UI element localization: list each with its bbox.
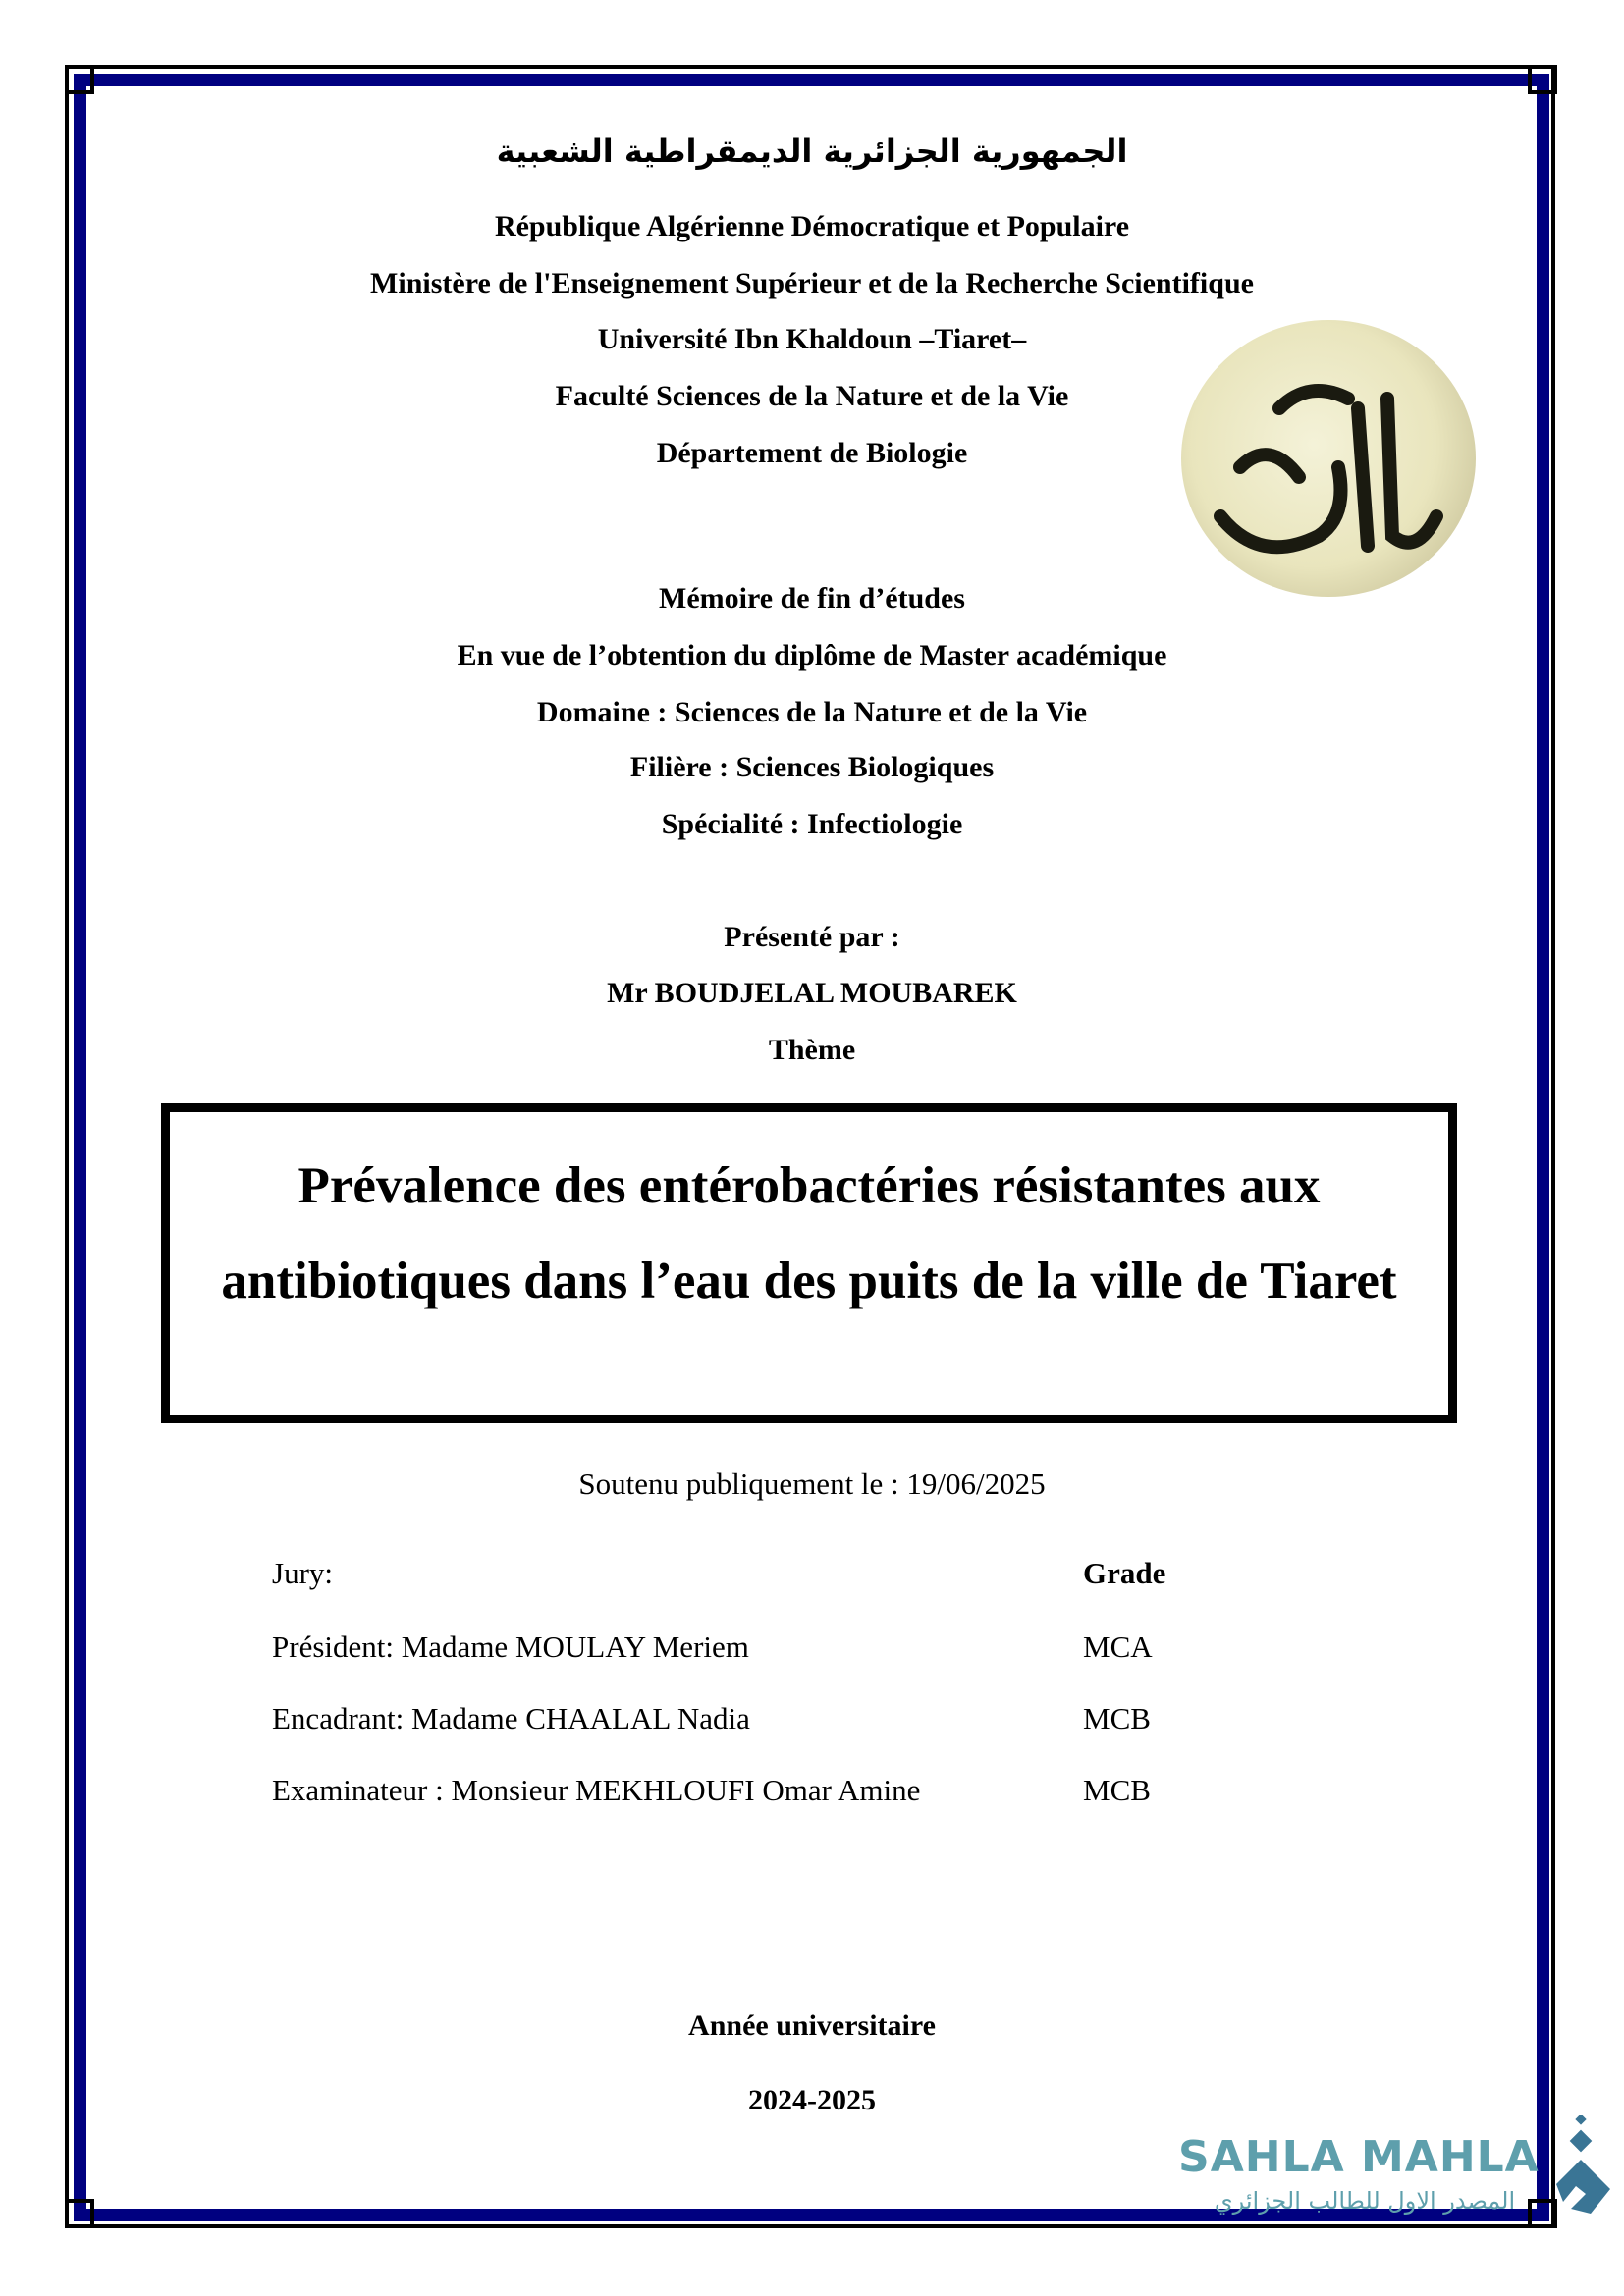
republic: République Algérienne Démocratique et Populaire — [494, 210, 1130, 242]
thesis-domain: Domaine : Sciences de la Nature et de la Vie — [536, 696, 1088, 728]
jury-label: Jury: — [272, 1556, 333, 1590]
frame-corner — [1528, 65, 1557, 94]
watermark-tagline: المصدر الاول للطالب الجزائري — [1214, 2187, 1516, 2215]
university-logo — [1181, 320, 1476, 597]
frame-corner — [65, 2199, 94, 2228]
ministry: Ministère de l'Enseignement Supérieur et de la Recherche Scientifique — [370, 267, 1254, 299]
jury-member-role: Encadrant: Madame CHAALAL Nadia — [272, 1701, 750, 1735]
academic-year: 2024-2025 — [748, 2084, 876, 2116]
jury-member-grade: MCB — [1083, 1701, 1151, 1735]
arabic-title: الجمهورية الجزائرية الديمقراطية الشعبية — [496, 133, 1128, 170]
thesis-type: Mémoire de fin d’études — [659, 582, 965, 614]
university: Université Ibn Khaldoun –Tiaret– — [597, 323, 1027, 355]
jury-member-role: Examinateur : Monsieur MEKHLOUFI Omar Amine — [272, 1773, 921, 1807]
jury-member-grade: MCB — [1083, 1773, 1151, 1807]
academic-year-label: Année universitaire — [688, 2009, 936, 2042]
jury-member-role: Président: Madame MOULAY Meriem — [272, 1629, 749, 1664]
thesis-purpose: En vue de l’obtention du diplôme de Master académique — [457, 639, 1167, 671]
grade-label: Grade — [1083, 1556, 1166, 1590]
jury-member-grade: MCA — [1083, 1629, 1153, 1664]
thesis-title-line-2: antibiotiques dans l’eau des puits de la ville de Tiaret — [221, 1253, 1397, 1309]
thesis-field: Filière : Sciences Biologiques — [629, 751, 995, 783]
theme-label: Thème — [768, 1034, 856, 1066]
defense-date: Soutenu publiquement le : 19/06/2025 — [578, 1467, 1046, 1501]
thesis-title-line-1: Prévalence des entérobactéries résistantes aux — [298, 1157, 1321, 1214]
watermark-logo-icon — [1551, 2115, 1620, 2228]
faculty: Faculté Sciences de la Nature et de la Vie — [555, 380, 1069, 412]
author-name: Mr BOUDJELAL MOUBAREK — [607, 977, 1017, 1009]
watermark-brand: SAHLA MAHLA — [1178, 2132, 1540, 2182]
presented-by-label: Présenté par : — [724, 921, 900, 953]
frame-corner — [65, 65, 94, 94]
thesis-specialty: Spécialité : Infectiologie — [661, 808, 963, 840]
department: Département de Biologie — [656, 437, 968, 469]
